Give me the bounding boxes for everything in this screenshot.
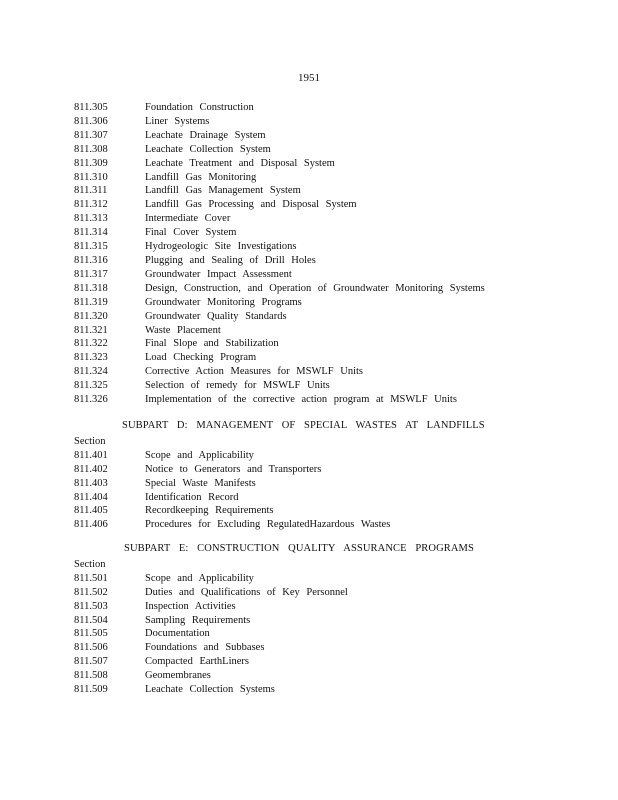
- table-of-contents-row: [74, 393, 594, 407]
- section-number: 811.406: [74, 519, 108, 531]
- section-title: Landfill Gas Processing and Disposal System: [145, 199, 357, 211]
- section-number: 811.325: [74, 380, 108, 392]
- table-of-contents-row: [74, 655, 594, 669]
- table-of-contents-row: [74, 129, 594, 143]
- subpart-d-heading: SUBPART D: MANAGEMENT OF SPECIAL WASTES AT LANDFILLS: [122, 420, 485, 431]
- section-number: 811.312: [74, 199, 108, 211]
- section-title: Load Checking Program: [145, 352, 257, 364]
- section-title: Intermediate Cover: [145, 213, 231, 225]
- section-number: 811.319: [74, 296, 108, 308]
- section-title: Foundation Construction: [145, 102, 254, 113]
- table-of-contents-row: [74, 572, 594, 586]
- table-of-contents-row: [74, 683, 594, 697]
- table-of-contents-row: [74, 491, 594, 505]
- section-number: 811.305: [74, 102, 108, 113]
- table-of-contents-row: [74, 226, 594, 240]
- section-number: 811.501: [74, 572, 108, 584]
- table-of-contents-row: [74, 463, 594, 477]
- section-title: Geomembranes: [145, 670, 211, 682]
- section-title: Procedures for Excluding RegulatedHazardous Wastes: [145, 519, 391, 531]
- section-number: 811.404: [74, 491, 108, 503]
- section-title: Foundations and Subbases: [145, 642, 265, 654]
- section-number: 811.318: [74, 282, 108, 294]
- section-number: 811.402: [74, 463, 108, 475]
- section-title: Groundwater Quality Standards: [145, 310, 287, 322]
- section-number: 811.504: [74, 614, 108, 626]
- table-of-contents-row: [74, 101, 594, 115]
- section-number: 811.405: [74, 505, 108, 517]
- section-number: 811.309: [74, 157, 108, 169]
- section-number: 811.503: [74, 600, 108, 612]
- section-title: Identification Record: [145, 491, 239, 503]
- subpart-c-list: [74, 101, 594, 407]
- section-title: Implementation of the corrective action program at MSWLF Units: [145, 394, 457, 406]
- table-of-contents-row: [74, 268, 594, 282]
- section-number: 811.308: [74, 143, 108, 155]
- section-number: 811.509: [74, 684, 108, 696]
- section-number: 811.508: [74, 670, 108, 682]
- subpart-e-heading: SUBPART E: CONSTRUCTION QUALITY ASSURANCE PROGRAMS: [124, 543, 474, 554]
- table-of-contents-row: [74, 504, 594, 518]
- table-of-contents-row: [74, 477, 594, 491]
- section-title: Landfill Gas Management System: [145, 185, 301, 197]
- table-of-contents-row: [74, 212, 594, 226]
- section-label: Section: [74, 558, 106, 570]
- section-number: 811.505: [74, 628, 108, 640]
- table-of-contents-row: [74, 143, 594, 157]
- section-title: Special Waste Manifests: [145, 477, 256, 489]
- section-number: 811.322: [74, 338, 108, 350]
- section-title: Inspection Activities: [145, 600, 236, 612]
- table-of-contents-row: [74, 365, 594, 379]
- section-title: Leachate Treatment and Disposal System: [145, 157, 335, 169]
- table-of-contents-row: [74, 157, 594, 171]
- section-title: Notice to Generators and Transporters: [145, 463, 322, 475]
- section-title: Selection of remedy for MSWLF Units: [145, 380, 330, 392]
- table-of-contents-row: [74, 449, 594, 463]
- table-of-contents-row: [74, 600, 594, 614]
- table-of-contents-row: [74, 614, 594, 628]
- table-of-contents-row: [74, 324, 594, 338]
- section-title: Corrective Action Measures for MSWLF Units: [145, 366, 364, 378]
- section-title: Scope and Applicability: [145, 449, 254, 461]
- section-number: 811.324: [74, 366, 108, 378]
- section-number: 811.502: [74, 586, 108, 598]
- section-number: 811.403: [74, 477, 108, 489]
- section-title: Documentation: [145, 628, 210, 640]
- section-number: 811.317: [74, 268, 108, 280]
- section-title: Plugging and Sealing of Drill Holes: [145, 254, 316, 266]
- table-of-contents-row: [74, 254, 594, 268]
- section-number: 811.315: [74, 241, 108, 253]
- subpart-e-block: [74, 542, 594, 697]
- section-number: 811.401: [74, 449, 108, 461]
- section-title: Groundwater Impact Assessment: [145, 268, 292, 280]
- section-title: Groundwater Monitoring Programs: [145, 296, 302, 308]
- section-number: 811.311: [74, 185, 108, 197]
- section-number: 811.313: [74, 213, 108, 225]
- section-title: Landfill Gas Monitoring: [145, 171, 257, 183]
- section-title: Liner Systems: [145, 115, 210, 127]
- table-of-contents-row: [74, 627, 594, 641]
- page-number: 1951: [298, 72, 320, 84]
- section-number: 811.321: [74, 324, 108, 336]
- section-title: Waste Placement: [145, 324, 221, 336]
- section-number: 811.306: [74, 115, 108, 127]
- section-title: Final Slope and Stabilization: [145, 338, 279, 350]
- section-number: 811.507: [74, 656, 108, 668]
- table-of-contents-row: [74, 310, 594, 324]
- section-number: 811.326: [74, 394, 108, 406]
- section-title: Leachate Drainage System: [145, 129, 266, 141]
- section-number: 811.314: [74, 227, 108, 239]
- table-of-contents-row: [74, 337, 594, 351]
- section-title: Duties and Qualifications of Key Personnel: [145, 586, 348, 598]
- section-title: Scope and Applicability: [145, 572, 254, 584]
- table-of-contents-row: [74, 198, 594, 212]
- section-title: Leachate Collection System: [145, 143, 271, 155]
- section-title: Design, Construction, and Operation of Groundwater Monitoring Systems: [145, 282, 485, 294]
- section-title: Sampling Requirements: [145, 614, 251, 626]
- section-number: 811.310: [74, 171, 108, 183]
- section-number: 811.323: [74, 352, 108, 364]
- table-of-contents-row: [74, 351, 594, 365]
- table-of-contents-row: [74, 171, 594, 185]
- table-of-contents-row: [74, 669, 594, 683]
- section-title: Recordkeeping Requirements: [145, 505, 274, 517]
- section-title: Leachate Collection Systems: [145, 684, 275, 696]
- table-of-contents-row: [74, 641, 594, 655]
- table-of-contents-row: [74, 240, 594, 254]
- section-number: 811.506: [74, 642, 108, 654]
- table-of-contents-row: [74, 518, 594, 532]
- subpart-d-block: [74, 419, 594, 532]
- section-title: Final Cover System: [145, 227, 237, 239]
- table-of-contents-row: [74, 115, 594, 129]
- table-of-contents-row: [74, 184, 594, 198]
- section-number: 811.307: [74, 129, 108, 141]
- section-title: Compacted EarthLiners: [145, 656, 250, 668]
- section-number: 811.320: [74, 310, 108, 322]
- table-of-contents-row: [74, 586, 594, 600]
- section-title: Hydrogeologic Site Investigations: [145, 241, 297, 253]
- section-number: 811.316: [74, 254, 108, 266]
- section-label: Section: [74, 435, 106, 447]
- table-of-contents-row: [74, 296, 594, 310]
- table-of-contents-row: [74, 282, 594, 296]
- table-of-contents-row: [74, 379, 594, 393]
